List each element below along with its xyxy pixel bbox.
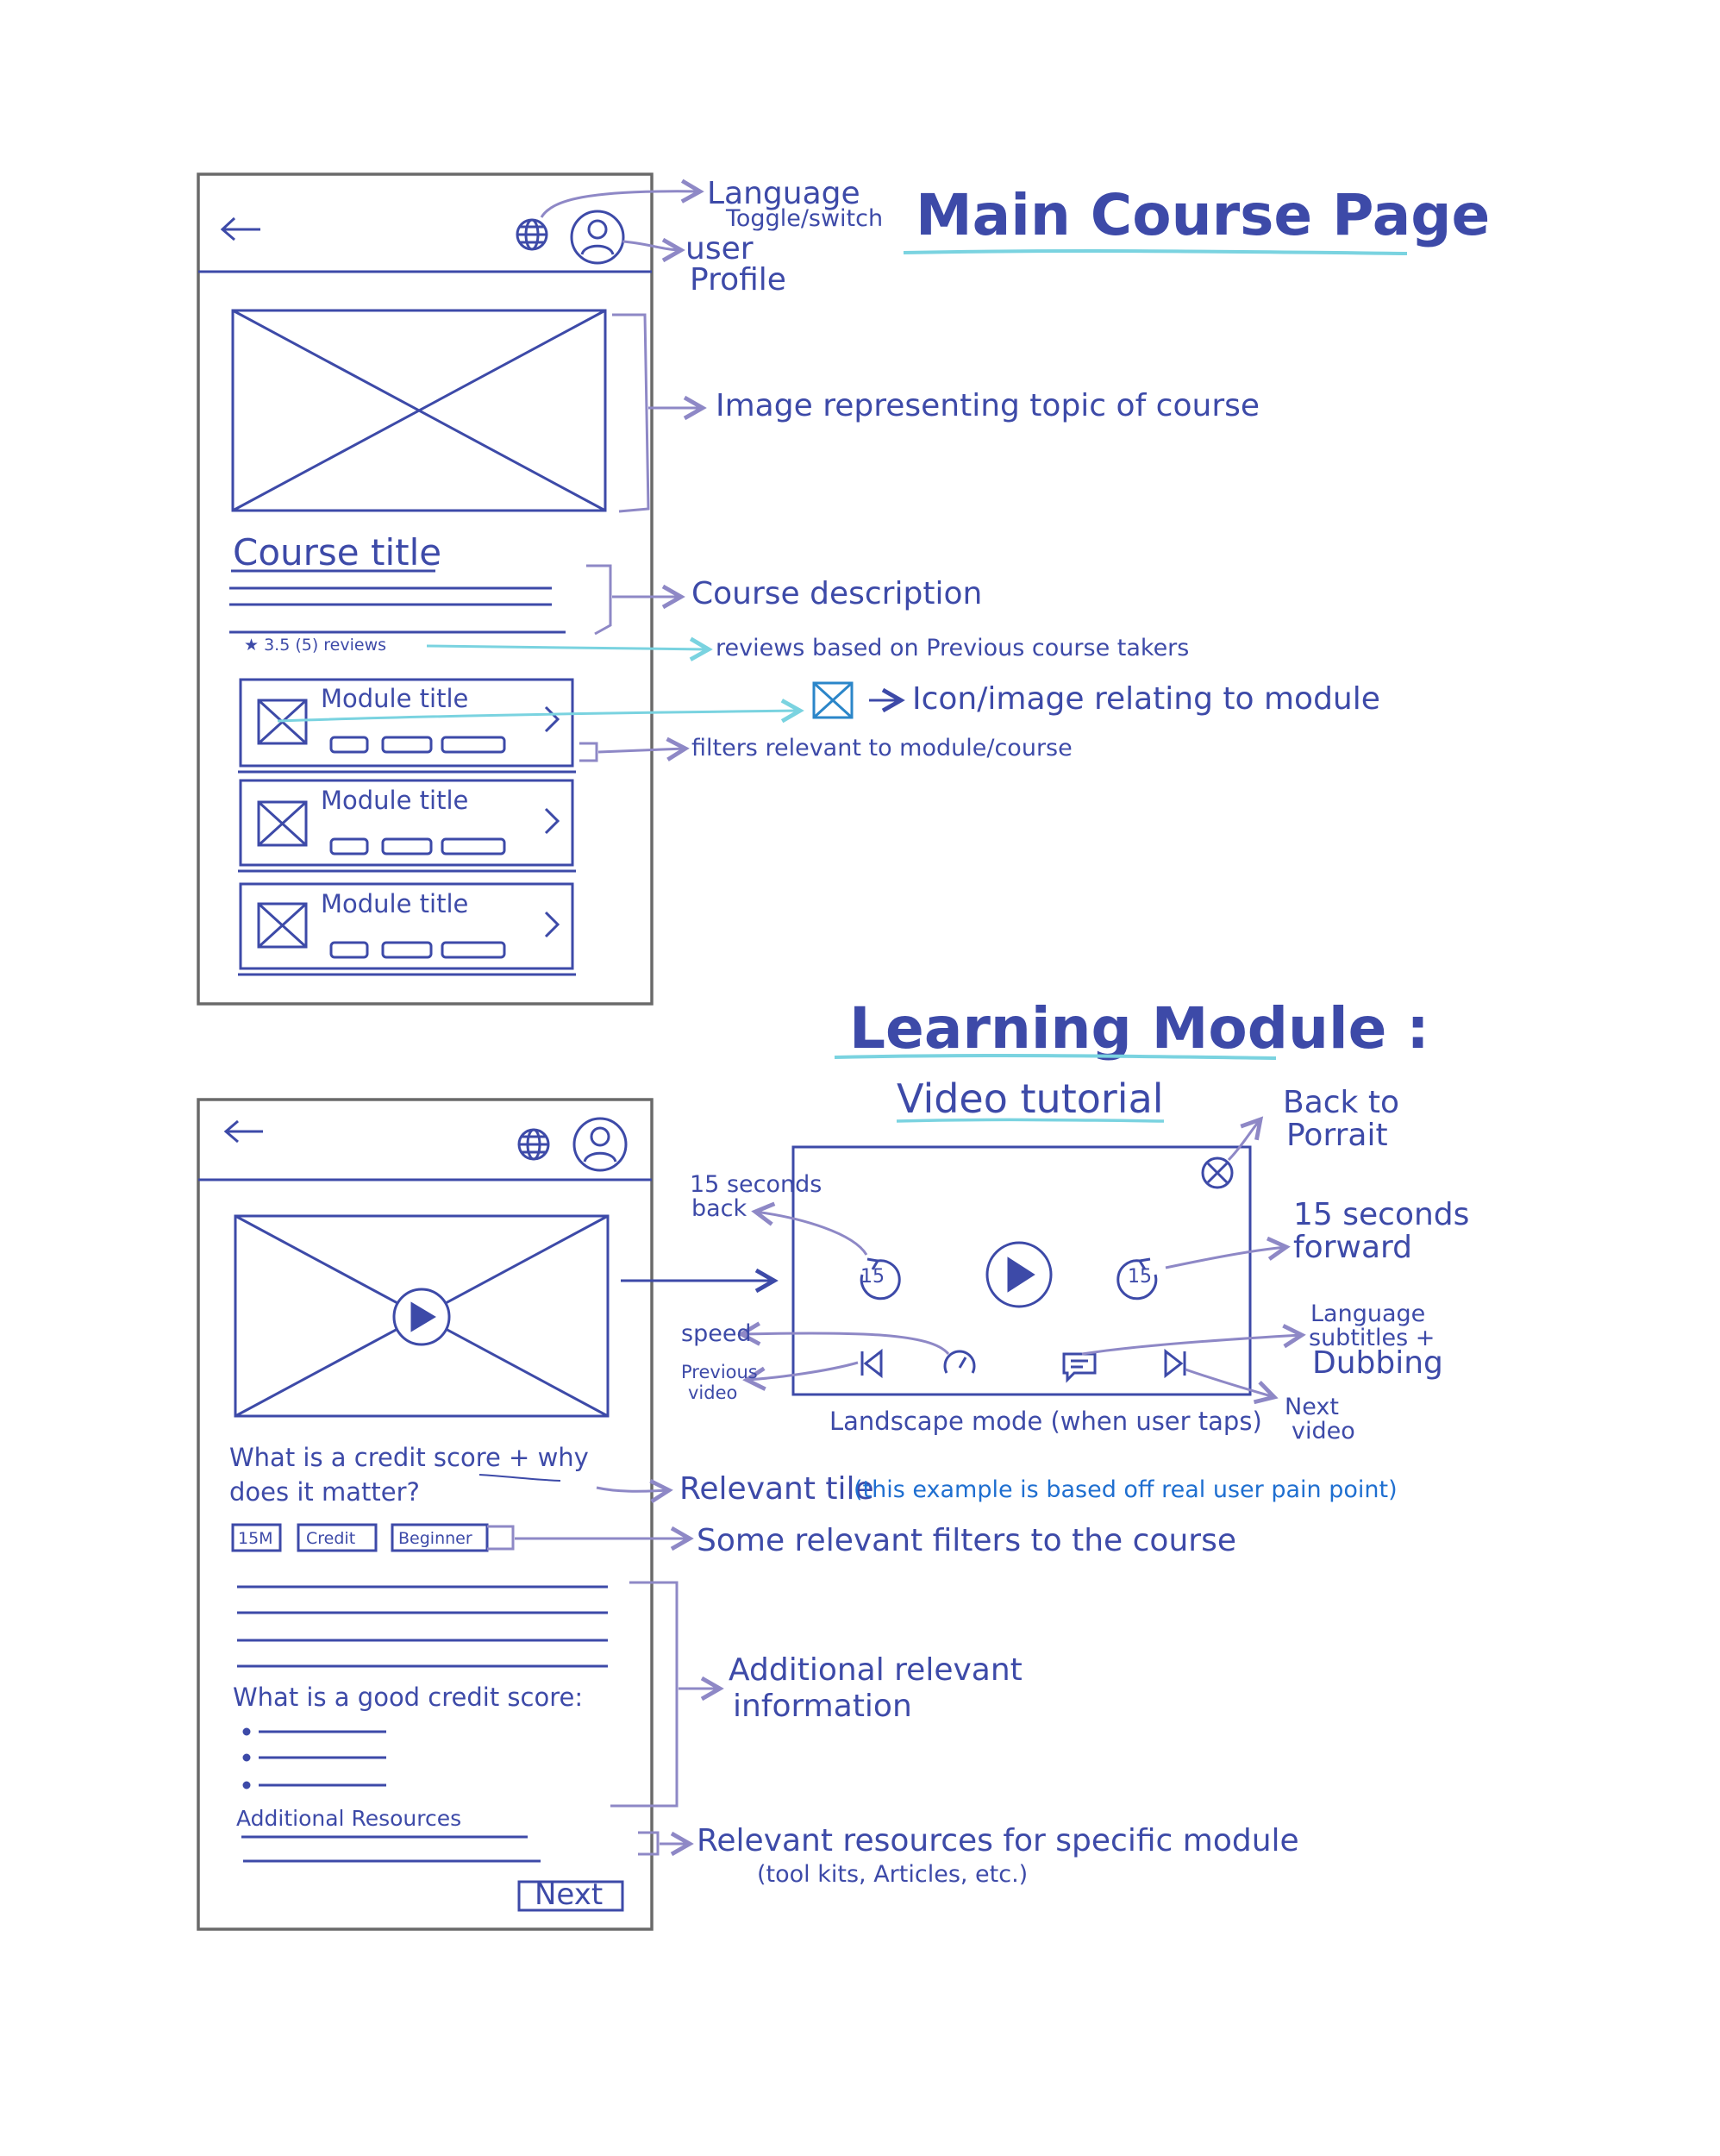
language-subtitles-label: Language <box>1310 1300 1426 1327</box>
filters-label: filters relevant to module/course <box>691 735 1073 761</box>
module-title: Module title <box>321 684 469 713</box>
speed-icon[interactable] <box>945 1351 974 1373</box>
main-course-page-title: Main Course Page <box>916 182 1491 248</box>
course-description-lines <box>229 588 566 632</box>
learning-module-phone <box>198 1100 652 1929</box>
filters-bracket <box>579 743 597 761</box>
back-to-portrait-label: Back to <box>1283 1085 1399 1120</box>
image-topic-label: Image representing topic of course <box>716 388 1260 423</box>
course-rating: ★ 3.5 (5) reviews <box>244 636 387 655</box>
back-to-portrait-label-2: Porrait <box>1286 1118 1388 1153</box>
description-bracket <box>586 566 610 634</box>
additional-info-label-2: information <box>733 1689 912 1724</box>
language-arrow <box>541 191 700 217</box>
previous-video-icon[interactable] <box>862 1351 881 1376</box>
forward-seconds: 15 <box>1128 1266 1152 1288</box>
main-course-heading <box>904 182 1490 254</box>
language-label: Language <box>707 176 860 211</box>
chevron-right-icon[interactable] <box>546 809 558 833</box>
forward-15-label-2: forward <box>1293 1230 1413 1265</box>
heading-underline <box>904 251 1407 254</box>
module-filter-chips <box>331 839 504 854</box>
course-image-placeholder <box>233 310 605 511</box>
tag-duration-label: 15M <box>238 1529 273 1548</box>
chevron-right-icon[interactable] <box>546 707 558 731</box>
module-icon-example <box>814 683 852 718</box>
user-profile-icon[interactable] <box>572 211 623 263</box>
good-score-heading: What is a good credit score: <box>233 1683 584 1712</box>
module-thumbnail-icon <box>259 802 306 845</box>
resource-lines <box>241 1837 541 1861</box>
speed-label: speed <box>681 1320 752 1347</box>
image-bracket <box>612 315 648 511</box>
info-text-lines <box>237 1587 608 1666</box>
additional-resources-heading: Additional Resources <box>236 1806 462 1831</box>
back-15-arrow <box>755 1212 866 1255</box>
course-description-label: Course description <box>691 576 983 611</box>
rewind-seconds: 15 <box>860 1266 885 1288</box>
reviews-arrow <box>427 646 709 649</box>
module-icon-label: Icon/image relating to module <box>912 681 1380 717</box>
module-filter-chips <box>331 943 504 957</box>
forward-15-arrow <box>1166 1247 1286 1268</box>
toggle-label: Toggle/switch <box>726 205 884 232</box>
learning-module-title: Learning Module : <box>849 995 1429 1062</box>
resources-label: Relevant resources for specific module <box>697 1823 1299 1858</box>
subtitles-icon[interactable] <box>1064 1354 1095 1380</box>
next-video-label-2: video <box>1292 1418 1355 1445</box>
reviews-label: reviews based on Previous course takers <box>716 635 1190 661</box>
language-subtitles-label-2: subtitles + <box>1309 1325 1435 1351</box>
module-title: Module title <box>321 786 469 815</box>
resources-note: (tool kits, Articles, etc.) <box>757 1861 1029 1888</box>
resources-bracket <box>638 1833 658 1854</box>
back-arrow-icon[interactable] <box>226 1121 263 1142</box>
tag-level-label: Beginner <box>398 1529 472 1548</box>
module-title: Module title <box>321 889 469 918</box>
question-title: What is a credit score + why <box>229 1443 589 1472</box>
subtitle-underline <box>897 1119 1164 1121</box>
module-thumbnail-icon <box>259 904 306 947</box>
speed-arrow <box>741 1333 948 1354</box>
filters-arrow <box>598 749 685 752</box>
question-title-line-2: does it matter? <box>229 1477 420 1507</box>
next-video-icon[interactable] <box>1166 1351 1185 1376</box>
tags-bracket <box>487 1526 513 1549</box>
profile-label: Profile <box>690 262 786 298</box>
module-filter-chips <box>331 737 504 752</box>
user-profile-icon[interactable] <box>574 1119 626 1170</box>
main-annotation-arrows <box>278 191 901 761</box>
main-course-phone <box>198 174 652 1004</box>
next-video-arrow <box>1185 1369 1274 1397</box>
course-title: Course title <box>233 531 442 573</box>
subtitles-arrow <box>1082 1335 1302 1354</box>
relevant-title-arrow <box>597 1488 669 1491</box>
user-label: user <box>685 231 754 266</box>
back-15-label-2: back <box>691 1195 747 1222</box>
additional-info-label: Additional relevant <box>729 1652 1023 1688</box>
phone-frame <box>198 1100 652 1929</box>
landscape-mode-caption: Landscape mode (when user taps) <box>829 1407 1262 1436</box>
additional-info-bracket <box>610 1583 677 1806</box>
some-filters-label: Some relevant filters to the course <box>697 1523 1236 1558</box>
play-button[interactable] <box>987 1243 1051 1307</box>
close-icon[interactable] <box>1203 1158 1232 1188</box>
globe-icon[interactable] <box>517 220 547 249</box>
previous-video-arrow <box>747 1363 858 1380</box>
language-subtitles-label-3: Dubbing <box>1312 1345 1443 1381</box>
forward-15-label: 15 seconds <box>1293 1197 1470 1232</box>
back-to-portrait-arrow <box>1229 1119 1260 1160</box>
next-button-label: Next <box>535 1877 604 1912</box>
next-video-label: Next <box>1285 1394 1339 1420</box>
previous-video-label-2: video <box>688 1382 738 1403</box>
previous-video-label: Previous <box>681 1362 758 1382</box>
chevron-right-icon[interactable] <box>546 912 558 937</box>
globe-icon[interactable] <box>519 1130 548 1159</box>
relevant-title-note: (this example is based off real user pain point) <box>854 1476 1398 1503</box>
video-tutorial-subtitle: Video tutorial <box>897 1075 1164 1122</box>
learning-annotation-arrows <box>487 1488 720 1854</box>
tag-topic-label: Credit <box>306 1529 356 1548</box>
video-annotation-arrows <box>621 1119 1302 1397</box>
good-score-bullets <box>244 1729 386 1788</box>
video-placeholder[interactable] <box>235 1216 608 1416</box>
back-15-label: 15 seconds <box>690 1171 822 1198</box>
question-underline <box>479 1475 560 1481</box>
back-arrow-icon[interactable] <box>222 218 260 240</box>
relevant-title-label: Relevant tile <box>679 1471 874 1507</box>
